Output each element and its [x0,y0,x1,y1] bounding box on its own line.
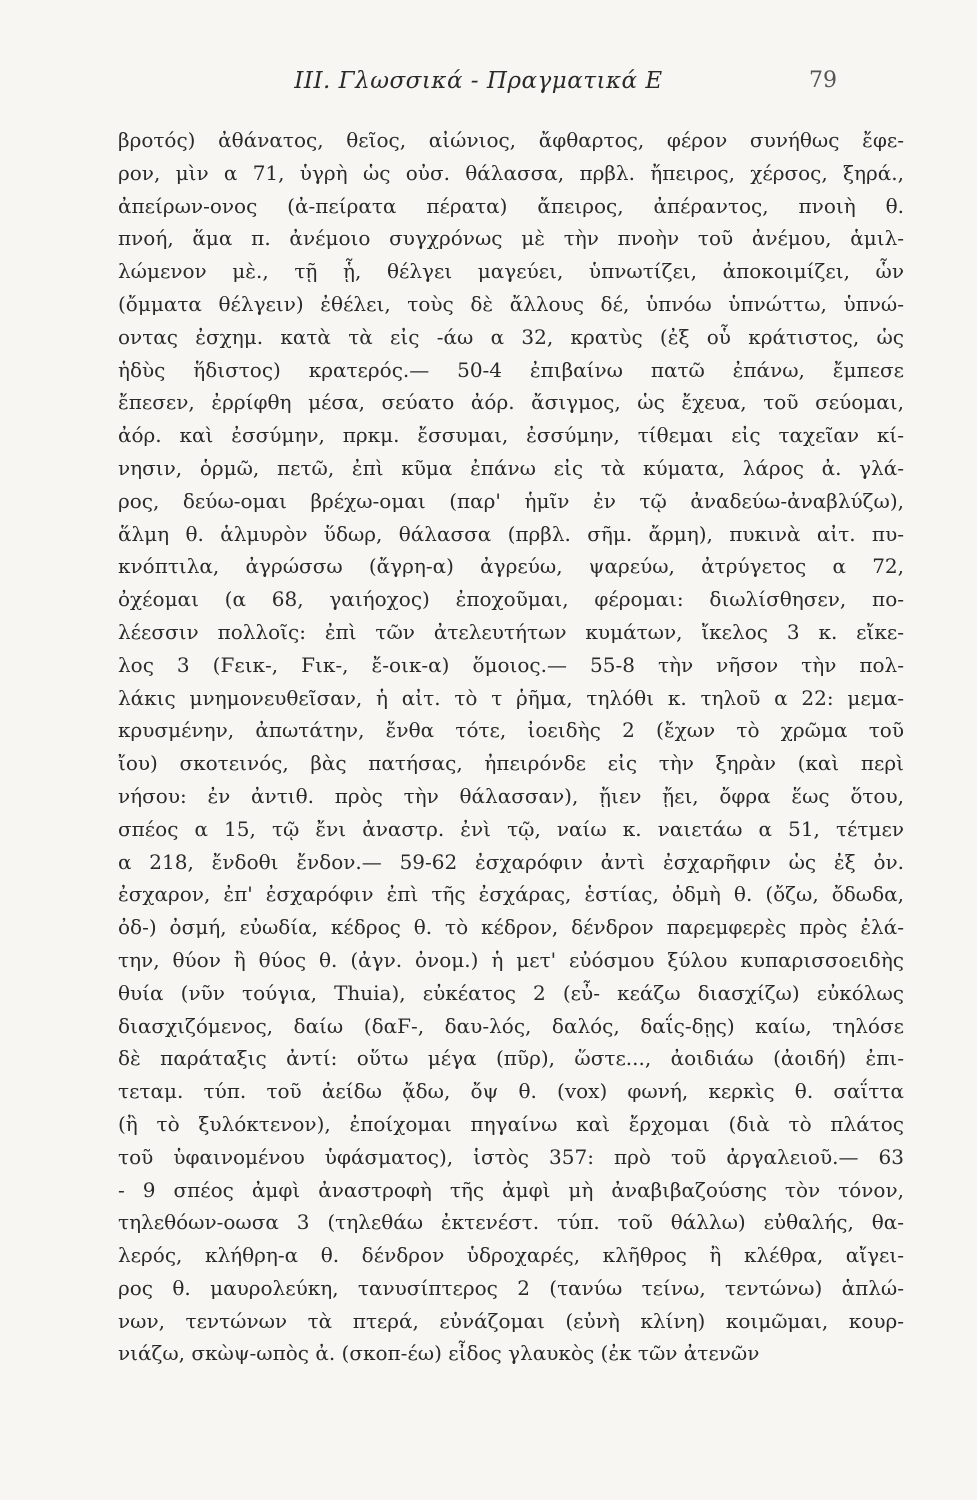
text-line: την, θύον ἢ θύος θ. (ἀγν. ὀνομ.) ἡ μετ' εὐόσμου ξύλου κυπαρισσοειδὴς [118,947,904,972]
text-line: νιάζω, σκὼψ-ωπὸς ἀ. (σκοπ-έω) εἶδος γλαυκὸς (ἐκ τῶν ἀτενῶν [118,1341,760,1366]
text-line: λάκις μνημονευθεῖσαν, ἡ αἰτ. τὸ τ ῥῆμα, τηλόθι κ. τηλοῦ α 22: μεμα- [118,685,904,710]
text-line: διασχιζόμενος, δαίω (δαϜ-, δαυ-λός, δαλός, δαΐς-δῃς) καίω, τηλόσε [118,1013,904,1038]
text-line: λος 3 (Ϝεικ-, Ϝικ-, ἔ-οικ-α) ὅμοιος.— 55-8 τὴν νῆσον τὴν πολ- [118,652,904,677]
text-line: σπέος α 15, τῷ ἔνι ἀναστρ. ἐνὶ τῷ, ναίω κ. ναιετάω α 51, τέτμεν [118,816,904,841]
text-line: ρον, μὶν α 71, ὑγρὴ ὡς οὐσ. θάλασσα, πρβλ. ἤπειρος, χέρσος, ξηρά., [118,160,904,185]
text-line: θυία (νῦν τούγια, Thuia), εὐκέατος 2 (εὖ- κεάζω διασχίζω) εὐκόλως [118,980,904,1005]
text-line: ἡδὺς ἥδιστος) κρατερός.— 50-4 ἐπιβαίνω πατῶ ἐπάνω, ἔμπεσε [118,357,904,382]
text-line: ρος θ. μαυρολεύκη, τανυσίπτερος 2 (τανύω τείνω, τεντώνω) ἁπλώ- [118,1275,904,1300]
running-title: III. Γλωσσικά - Πραγματικά Ε [294,68,663,94]
text-line: (ἢ τὸ ξυλόκτενον), ἐποίχομαι πηγαίνω καὶ ἔρχομαι (διὰ τὸ πλάτος [118,1111,904,1136]
text-line: ἐσχαρον, ἐπ' ἐσχαρόφιν ἐπὶ τῆς ἐσχάρας, ἑστίας, ὀδμὴ θ. (ὄζω, ὄδωδα, [118,882,904,907]
text-line: βροτός) ἀθάνατος, θεῖος, αἰώνιος, ἄφθαρτος, φέρον συνήθως ἔφε- [118,128,904,152]
text-line: ἅλμη θ. ἁλμυρὸν ὕδωρ, θάλασσα (πρβλ. σῆμ. ἄρμη), πυκινὰ αἰτ. πυ- [118,521,904,546]
text-line: ἀόρ. καὶ ἐσσύμην, πρκμ. ἔσσυμαι, ἐσσύμην, τίθεμαι εἰς ταχεῖαν κί- [118,423,904,448]
text-line: κνόπτιλα, ἀγρώσσω (ἄγρη-α) ἀγρεύω, ψαρεύω, ἀτρύγετος α 72, [118,554,904,579]
text-line: ρος, δεύω-ομαι βρέχω-ομαι (παρ' ἡμῖν ἐν τῷ ἀναδεύω-ἀναβλύζω), [118,488,904,513]
text-line: ἴου) σκοτεινός, βὰς πατήσας, ἠπειρόνδε εἰς τὴν ξηρὰν (καὶ περὶ [118,751,904,776]
text-line: νήσου: ἐν ἀντιθ. πρὸς τὴν θάλασσαν), ᾔιεν ᾔει, ὄφρα ἕως ὅτου, [118,783,904,808]
text-line: - 9 σπέος ἀμφὶ ἀναστροφὴ τῆς ἀμφὶ μὴ ἀναβιβαζούσης τὸν τόνον, [118,1177,904,1202]
text-line: ἔπεσεν, ἐρρίφθη μέσα, σεύατο ἀόρ. ἄσιγμος, ὡς ἔχευα, τοῦ σεύομαι, [118,390,904,415]
text-line: λώμενον μὲ., τῇ ᾗ, θέλγει μαγεύει, ὑπνωτίζει, ἀποκοιμίζει, ὧν [118,259,904,284]
text-line: α 218, ἔνδοθι ἔνδον.— 59-62 ἐσχαρόφιν ἀντὶ ἐσχαρῆφιν ὡς ἐξ ὀν. [118,849,904,874]
text-line: τεταμ. τύπ. τοῦ ἀείδω ᾄδω, ὄψ θ. (vox) φωνή, κερκὶς θ. σαΐττα [118,1079,904,1104]
text-line: οντας ἐσχημ. κατὰ τὰ εἰς -άω α 32, κρατὺς (ἐξ οὗ κράτιστος, ὡς [118,324,904,349]
text-line: λερός, κλήθρη-α θ. δένδρον ὑδροχαρές, κλῆθρος ἢ κλέθρα, αἴγει- [118,1243,904,1268]
text-line: (ὄμματα θέλγειν) ἐθέλει, τοὺς δὲ ἄλλους δέ, ὑπνόω ὑπνώττω, ὑπνώ- [118,291,904,316]
text-line: ἀπείρων-ονος (ἀ-πείρατα πέρατα) ἄπειρος, ἀπέραντος, πνοιὴ θ. [118,193,904,218]
page-number: 79 [809,68,837,93]
text-line: τοῦ ὑφαινομένου ὑφάσματος), ἱστὸς 357: πρὸ τοῦ ἀργαλειοῦ.— 63 [118,1144,904,1169]
text-line: ὀδ-) ὀσμή, εὐωδία, κέδρος θ. τὸ κέδρον, δένδρον παρεμφερὲς πρὸς ἐλά- [118,915,904,940]
text-line: νησιν, ὁρμῶ, πετῶ, ἐπὶ κῦμα ἐπάνω εἰς τὰ κύματα, λάρος ἀ. γλά- [118,455,904,480]
text-line: λέεσσιν πολλοῖς: ἐπὶ τῶν ἀτελευτήτων κυμάτων, ἴκελος 3 κ. εἴκε- [118,619,904,644]
text-line: τηλεθόων-οωσα 3 (τηλεθάω ἐκτενέστ. τύπ. τοῦ θάλλω) εὐθαλής, θα- [118,1210,904,1235]
text-line: δὲ παράταξις ἀντί: οὕτω μέγα (πῦρ), ὥστε..., ἀοιδιάω (ἀοιδή) ἐπι- [118,1046,904,1071]
text-line: ὀχέομαι (α 68, γαιήοχος) ἐποχοῦμαι, φέρομαι: διωλίσθησεν, πο- [118,587,904,612]
text-line: πνοή, ἅμα π. ἀνέμοιο συγχρόνως μὲ τὴν πνοὴν τοῦ ἀνέμου, ἁμιλ- [118,226,904,251]
text-line: κρυσμένην, ἀπωτάτην, ἔνθα τότε, ἰοειδὴς 2 (ἔχων τὸ χρῶμα τοῦ [118,718,904,743]
page-header [120,68,837,108]
text-line: νων, τεντώνων τὰ πτερά, εὐνάζομαι (εὐνὴ κλίνη) κοιμῶμαι, κουρ- [118,1308,904,1333]
body-text [118,124,904,1370]
